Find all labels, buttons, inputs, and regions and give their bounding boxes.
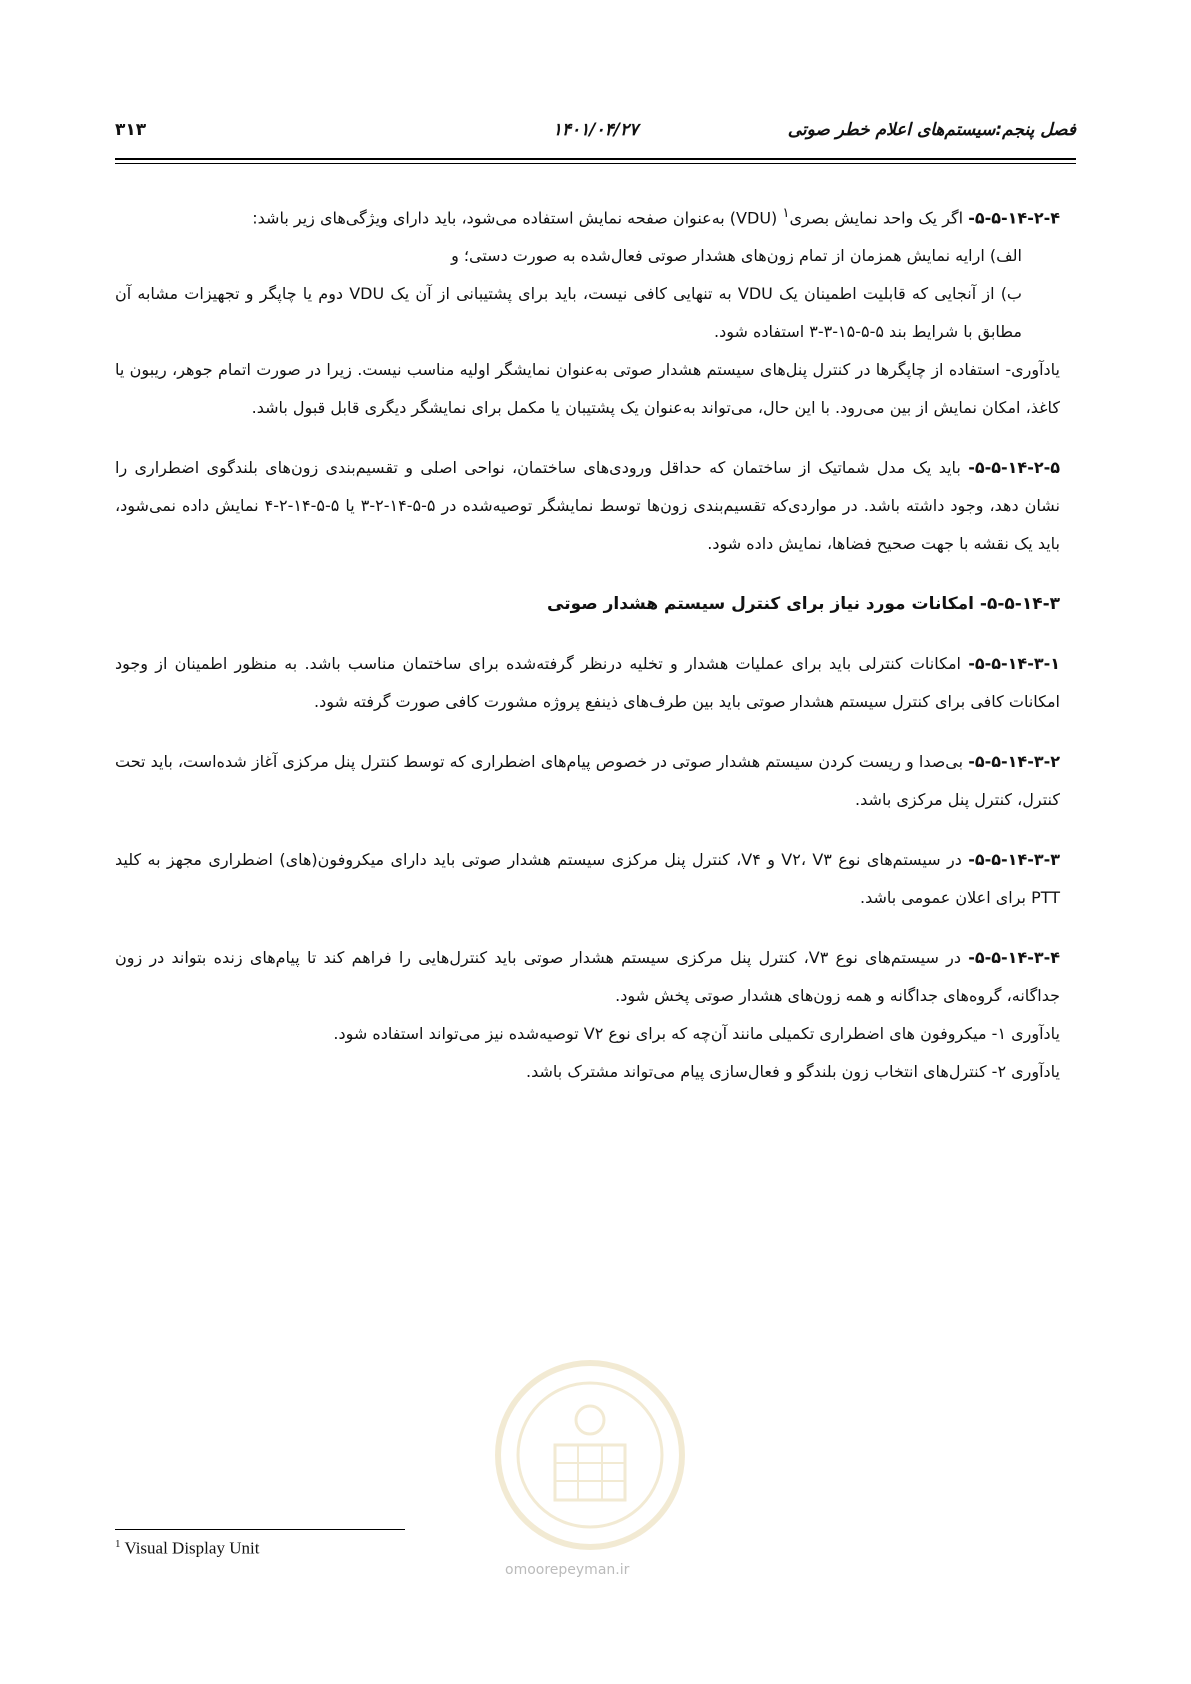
- body-content: [115, 195, 1060, 1091]
- clause-number: ۵-۵-۱۴-۲-۴-: [968, 208, 1060, 228]
- seal-watermark-icon: [490, 1355, 690, 1555]
- paragraph-5-5-14-2-5: [115, 449, 1060, 563]
- clause-number: ۵-۵-۱۴-۲-۵-: [968, 458, 1060, 478]
- clause-number: ۵-۵-۱۴-۳-۴-: [968, 948, 1061, 968]
- header-rule-thin: [115, 163, 1076, 164]
- footnote-text: Visual Display Unit: [120, 1538, 260, 1558]
- paragraph-5-5-14-3-2: [115, 743, 1060, 819]
- clause-text: امکانات کنترلی باید برای عملیات هشدار و تخلیه درنظر گرفته‌شده برای ساختمان مناسب باشد. به منظور اطمینان از وجود امکانات کافی برای کنترل سیستم هشدار صوتی باید بین طرف‌های ذینفع پروژه مشورت کافی صورت گرفته شود.: [115, 654, 1060, 712]
- clause-text: باید یک مدل شماتیک از ساختمان که حداقل ورودی‌های ساختمان، نواحی اصلی و تقسیم‌بندی زون‌های بلندگوی اضطراری را نشان دهد، وجود داشته باشد. در مواردی‌که تقسیم‌بندی زون‌ها توسط نمایشگر توصیه‌شده در ۵-۵-۱۴-۲-۳ یا ۵-۵-۱۴-۲-۴ نمایش داده نمی‌شود، باید یک نقشه با جهت صحیح فضاها، نمایش داده شود.: [115, 458, 1061, 554]
- footnote: [115, 1538, 259, 1559]
- clause-text: اگر یک واحد نمایش بصری: [789, 208, 969, 228]
- clause-number: ۵-۵-۱۴-۳-۳-: [968, 850, 1061, 870]
- header-rule-thick: [115, 158, 1076, 160]
- section-heading-5-5-14-3: ۵-۵-۱۴-۳- امکانات مورد نیاز برای کنترل سیستم هشدار صوتی: [547, 594, 1060, 615]
- page-header: [115, 118, 1076, 148]
- note-printers: یادآوری- استفاده از چاپگرها در کنترل پنل‌های سیستم هشدار صوتی به‌عنوان نمایشگر اولیه مناسب نیست. زیرا در صورت اتمام جوهر، ریبون یا کاغذ، امکان نمایش از بین می‌رود. با این حال، می‌تواند به‌عنوان یک پشتیبان یا مکمل برای نمایشگر دیگری قابل قبول باشد.: [115, 360, 1060, 418]
- clause-number: ۵-۵-۱۴-۳-۲-: [968, 752, 1060, 772]
- clause-text: در سیستم‌های نوع V۳، کنترل پنل مرکزی سیستم هشدار صوتی باید کنترل‌هایی را فراهم کند تا پیام‌های زنده بتواند در زون جداگانه، گروه‌های جداگانه و همه زون‌های هشدار صوتی پخش شود.: [115, 948, 1060, 1006]
- paragraph-5-5-14-3-3: [115, 841, 1060, 917]
- header-date: ۱۴۰۱/۰۴/۲۷: [552, 120, 639, 140]
- chapter-title: فصل پنجم:سیستم‌های اعلام خطر صوتی: [787, 120, 1076, 140]
- paragraph-5-5-14-3-1: [115, 645, 1060, 721]
- clause-number: ۵-۵-۱۴-۳-۱-: [968, 654, 1060, 674]
- clause-text: در سیستم‌های نوع V۲، V۳ و V۴، کنترل پنل مرکزی سیستم هشدار صوتی باید دارای میکروفون(های) اضطراری مجهز به کلید PTT برای اعلان عمومی باشد.: [115, 850, 1060, 908]
- footnote-ref: ۱: [782, 206, 790, 221]
- note-2: یادآوری ۲- کنترل‌های انتخاب زون بلندگو و فعال‌سازی پیام می‌تواند مشترک باشد.: [526, 1062, 1060, 1082]
- page-number: ۳۱۳: [115, 120, 147, 140]
- paragraph-5-5-14-2-4: [115, 195, 1060, 237]
- paragraph-5-5-14-3-4: [115, 939, 1060, 1015]
- clause-text-cont: (VDU) به‌عنوان صفحه نمایش استفاده می‌شود، باید دارای ویژگی‌های زیر باشد:: [252, 208, 783, 228]
- clause-text: بی‌صدا و ریست کردن سیستم هشدار صوتی در خصوص پیام‌های اضطراری که توسط کنترل پنل مرکزی آغاز شده‌است، باید تحت کنترل، کنترل پنل مرکزی باشد.: [115, 752, 1060, 810]
- list-item-b: ب) از آنجایی که قابلیت اطمینان یک VDU به تنهایی کافی نیست، باید برای پشتیبانی از آن یک VDU دوم یا چاپگر و تجهیزات مشابه آن مطابق با شرایط بند ۵-۵-۱۵-۳-۳ استفاده شود.: [115, 284, 1022, 342]
- footnote-rule: [115, 1529, 405, 1530]
- note-1: یادآوری ۱- میکروفون های اضطراری تکمیلی مانند آن‌چه که برای نوع V۲ توصیه‌شده نیز می‌تواند استفاده شود.: [333, 1024, 1060, 1044]
- footnote-number: 1: [115, 1538, 121, 1550]
- list-item-a: الف) ارایه نمایش همزمان از تمام زون‌های هشدار صوتی فعال‌شده به صورت دستی؛ و: [451, 246, 1022, 266]
- watermark-site: omoorepeyman.ir: [505, 1562, 630, 1578]
